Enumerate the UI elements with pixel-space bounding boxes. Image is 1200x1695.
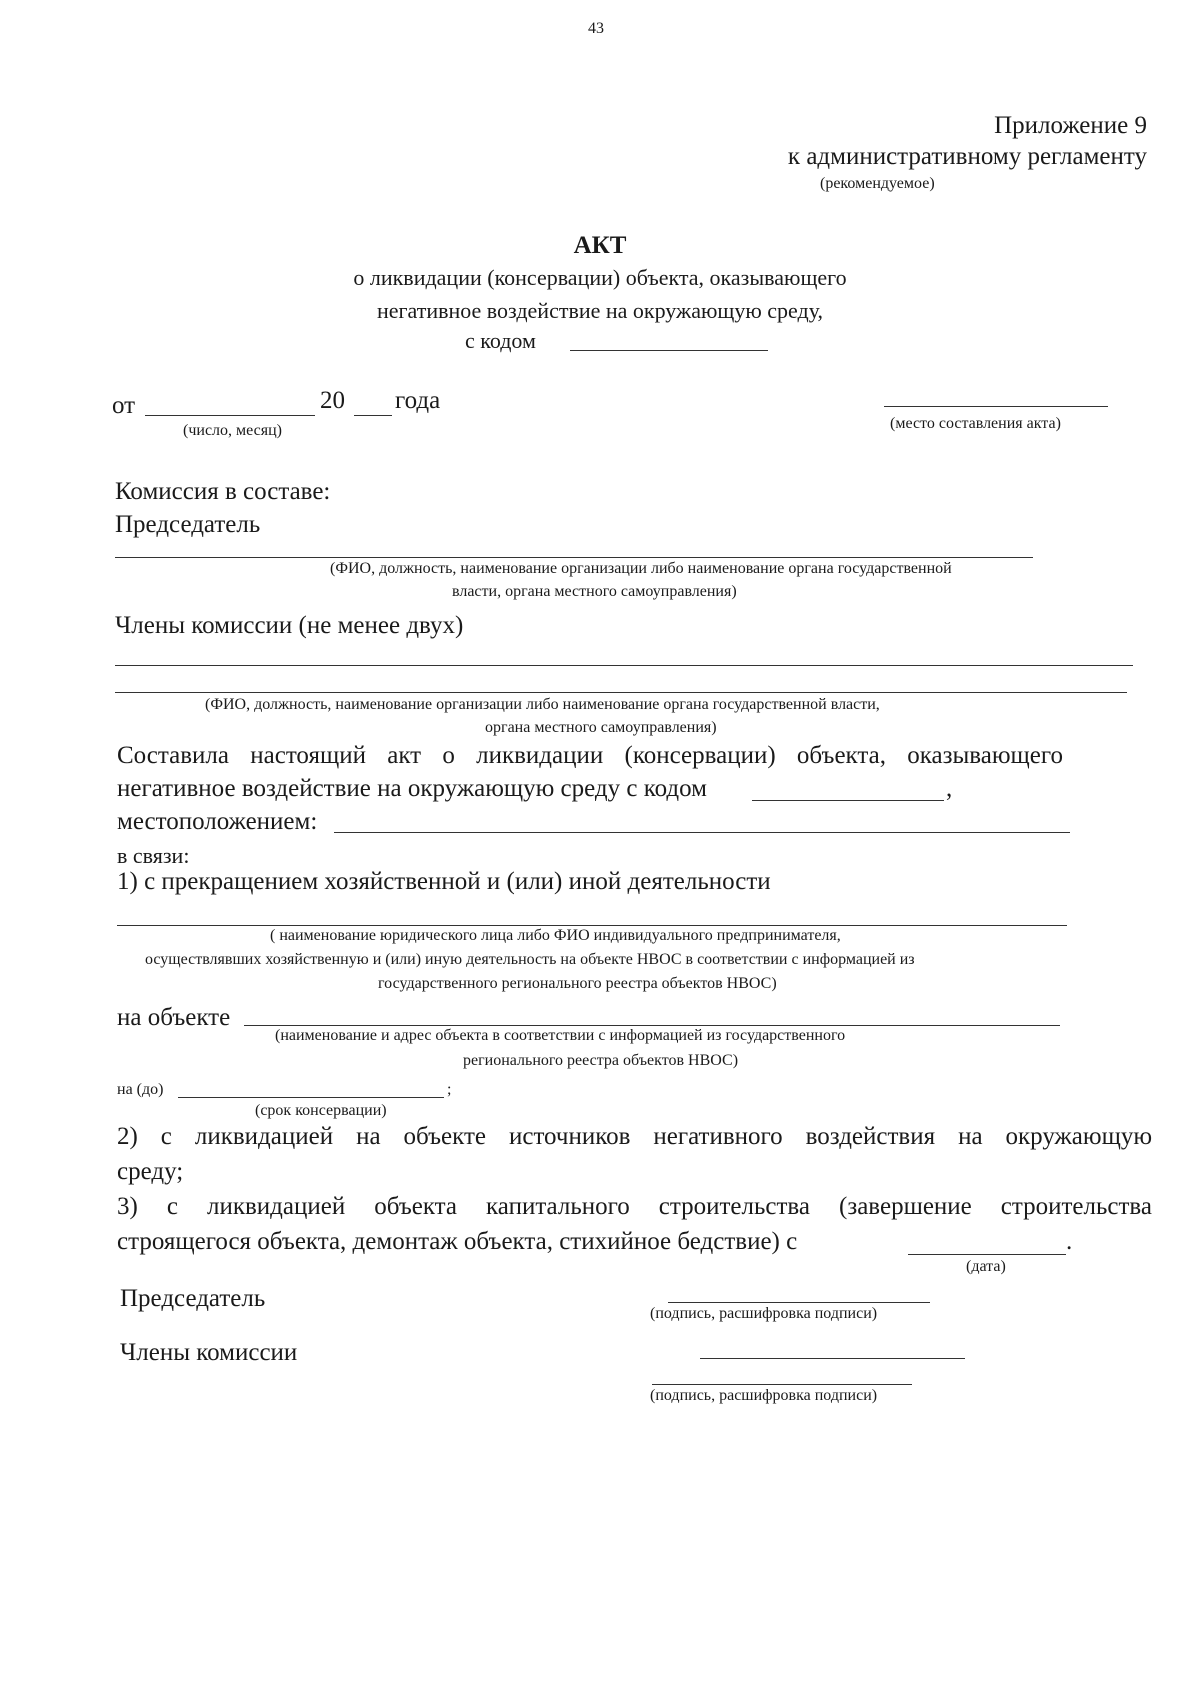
item-2-line1: 2) с ликвидацией на объекте источников негативного воздействия на окружающую [117, 1123, 1152, 1150]
until-semicolon: ; [447, 1081, 452, 1098]
code-label: с кодом [465, 328, 536, 353]
signature-members-label: Члены комиссии [120, 1339, 298, 1366]
signature-members-blank-1 [700, 1358, 965, 1359]
signature-chairman-blank [668, 1302, 930, 1303]
commission-composition: Комиссия в составе: [115, 478, 331, 505]
on-object-label: на объекте [117, 1004, 231, 1031]
chairman-caption-1: (ФИО, должность, наименование организации либо наименование органа государственной [330, 560, 952, 577]
term-blank [178, 1097, 444, 1098]
date-caption: (число, месяц) [183, 422, 282, 439]
chairman-blank [115, 557, 1033, 558]
members-label: Члены комиссии (не менее двух) [115, 612, 464, 639]
entity-caption-3: государственного регионального реестра объектов НВОС) [378, 975, 777, 992]
act-subtitle-line1: о ликвидации (консервации) объекта, оказывающего [353, 265, 847, 290]
members-blank-2 [115, 692, 1127, 693]
date-blank [145, 415, 315, 416]
item-3-date-blank [908, 1254, 1066, 1255]
act-subtitle-line2: негативное воздействие на окружающую среду, [376, 298, 824, 323]
year-suffix: года [395, 387, 441, 414]
term-caption: (срок консервации) [255, 1102, 387, 1119]
until-label: на (до) [117, 1081, 164, 1098]
item-3-date-caption: (дата) [966, 1258, 1006, 1275]
year-prefix: 20 [320, 387, 345, 414]
code-blank [570, 350, 768, 351]
item-2-line2: среду; [117, 1158, 184, 1185]
chairman-caption-2: власти, органа местного самоуправления) [452, 583, 737, 600]
date-from-label: от [112, 392, 136, 419]
item-3-line2: строящегося объекта, демонтаж объекта, стихийное бедствие) с [117, 1228, 798, 1255]
signature-members-blank-2 [652, 1384, 912, 1385]
signature-chairman-caption: (подпись, расшифровка подписи) [650, 1305, 878, 1322]
composed-line2: негативное воздействие на окружающую среду с кодом [117, 775, 707, 802]
signature-chairman-label: Председатель [120, 1285, 266, 1312]
members-caption-1: (ФИО, должность, наименование организации либо наименование органа государственной власти, [205, 696, 880, 713]
reason-label: в связи: [117, 843, 190, 868]
place-blank [884, 406, 1108, 407]
object-blank [244, 1025, 1060, 1026]
object-code-blank [752, 800, 944, 801]
year-blank [354, 415, 392, 416]
page-number: 43 [588, 20, 604, 37]
location-label: местоположением: [117, 808, 318, 835]
place-caption: (место составления акта) [890, 415, 1061, 432]
signature-members-caption: (подпись, расшифровка подписи) [650, 1387, 878, 1404]
chairman-label: Председатель [115, 511, 261, 538]
members-caption-2: органа местного самоуправления) [485, 719, 717, 736]
item-3-period: . [1066, 1228, 1073, 1255]
item-3-line1: 3) с ликвидацией объекта капитального строительства (завершение строительства [117, 1193, 1152, 1220]
appendix-title: Приложение 9 [994, 112, 1147, 139]
appendix-subtitle: к административному регламенту [787, 143, 1147, 170]
act-title: АКТ [573, 232, 627, 259]
object-caption-2: регионального реестра объектов НВОС) [463, 1052, 739, 1069]
composed-line1: Составила настоящий акт о ликвидации (консервации) объекта, оказывающего [117, 742, 1063, 769]
entity-caption-1: ( наименование юридического лица либо ФИО индивидуального предпринимателя, [270, 927, 841, 944]
item-1: 1) с прекращением хозяйственной и (или) иной деятельности [117, 868, 771, 895]
location-blank [334, 832, 1070, 833]
entity-caption-2: осуществлявших хозяйственную и (или) иную деятельность на объекте НВОС в соответствии с информацией из [145, 951, 915, 968]
appendix-note: (рекомендуемое) [820, 175, 935, 192]
object-caption-1: (наименование и адрес объекта в соответствии с информацией из государственного [275, 1027, 846, 1044]
members-blank-1 [115, 665, 1133, 666]
entity-blank [117, 925, 1067, 926]
composed-comma: , [946, 775, 953, 802]
